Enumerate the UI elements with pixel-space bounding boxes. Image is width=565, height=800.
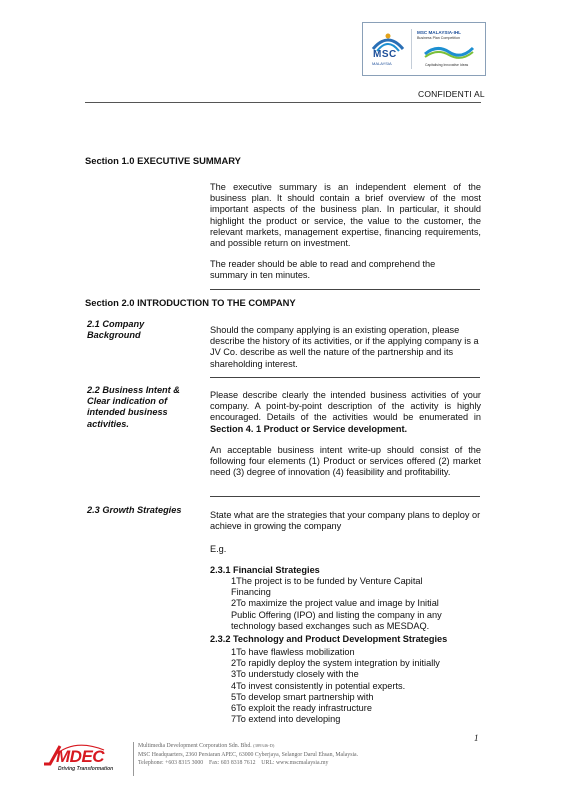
- s23-title: 2.3 Growth Strategies: [87, 505, 182, 515]
- list-item: 1The project is to be funded by Venture Capital Financing: [231, 576, 423, 598]
- list-item: 4To invest consistently in potential experts.: [231, 680, 406, 691]
- s21-text: Should the company applying is an existing operation, please describe the history of its activities, or if the applying company is a JV Co. describe as well the nature of the partnership and its shareholding interest.: [210, 325, 479, 369]
- list-item: 6To exploit the ready infrastructure: [231, 703, 372, 714]
- badge-divider: [411, 29, 412, 69]
- s21-title: 2.1 Company Background: [87, 319, 145, 341]
- s231-list: [231, 576, 461, 632]
- footer-address: MSC Headquarters, 2360 Persiaran APEC, 63000 Cyberjaya, Selangor Darul Ehsan, Malaysia.: [138, 751, 359, 758]
- mdec-logo-text: MDEC: [56, 747, 105, 766]
- footer-company: Multimedia Development Corporation Sdn. Bhd.: [138, 743, 252, 749]
- s22-rule: [210, 496, 480, 497]
- s22-text-block: [210, 390, 481, 435]
- s232-title: 2.3.2 Technology and Product Development Strategies: [210, 634, 448, 644]
- msc-logo: [369, 29, 407, 69]
- header-rule: [85, 102, 481, 103]
- footer-company-reg: (389346-D): [253, 743, 275, 748]
- badge-subtitle: Business Plan Competition: [417, 36, 460, 40]
- msc-logo-subtext: MALAYSIA: [372, 61, 392, 66]
- s22-text: Please describe clearly the intended business activities of your company. A point-by-point description of the activity is highly encouraged. Details of the activities would be enumerated in: [210, 390, 481, 423]
- s22-title: 2.2 Business Intent & Clear indication of intended business activities.: [87, 385, 180, 429]
- s22-text-bold: Section 4. 1 Product or Service development.: [210, 423, 408, 434]
- s231-title: 2.3.1 Financial Strategies: [210, 565, 320, 575]
- list-item: 2To rapidly deploy the system integration by initially: [231, 658, 440, 669]
- badge-tagline: Capitalising Innovative Ideas: [425, 63, 469, 67]
- mdec-tagline: Driving Transformation: [58, 766, 114, 772]
- badge-title: MSC MALAYSIA-IHL: [417, 30, 461, 35]
- footer-contact: Telephone: +603 8315 3000 Fax: 603 8318 7612 URL: www.mscmalaysia.my: [138, 760, 329, 766]
- eg-label: E.g.: [210, 544, 227, 554]
- swoosh-icon: [423, 42, 475, 60]
- footer-divider: [133, 742, 134, 776]
- list-item: 1To have flawless mobilization: [231, 647, 355, 657]
- section1-heading: Section 1.0 EXECUTIVE SUMMARY: [85, 155, 241, 166]
- section2-heading: Section 2.0 INTRODUCTION TO THE COMPANY: [85, 297, 296, 308]
- header-badge: [362, 22, 486, 76]
- section1-para2: The reader should be able to read and comprehend the summary in ten minutes.: [210, 259, 436, 281]
- footer-logo: [44, 742, 134, 776]
- msc-logo-text: MSC: [373, 49, 397, 60]
- list-item: 5To develop smart partnership with: [231, 691, 374, 702]
- section1-para1: The executive summary is an independent element of the business plan. It should contain a brief overview of the most important aspects of the business plan. In particular, it should highlight the product or service, the value to the customer, the relevant markets, management expertise, financing requirements, and possible return on investment.: [210, 182, 481, 249]
- list-item: 2To maximize the project value and image by Initial Public Offering (IPO) and listing the company in any technology based exchanges such as MESDAQ.: [231, 598, 442, 631]
- footer-text: [138, 742, 468, 768]
- s23-text: State what are the strategies that your company plans to deploy or achieve in growing the company: [210, 510, 481, 532]
- s21-rule: [210, 377, 480, 378]
- confidential-label: CONFIDENTI AL: [418, 89, 485, 99]
- s232-list: [231, 647, 471, 725]
- list-item: 7To extend into developing: [231, 714, 341, 725]
- page-number: 1: [474, 733, 479, 743]
- s22-text2: An acceptable business intent write-up should consist of the following four elements (1) Product or services offered (2) market need (3) degree of innovation (4) feasibility and profitability.: [210, 445, 481, 478]
- section1-rule: [210, 289, 480, 290]
- list-item: 3To understudy closely with the: [231, 669, 359, 680]
